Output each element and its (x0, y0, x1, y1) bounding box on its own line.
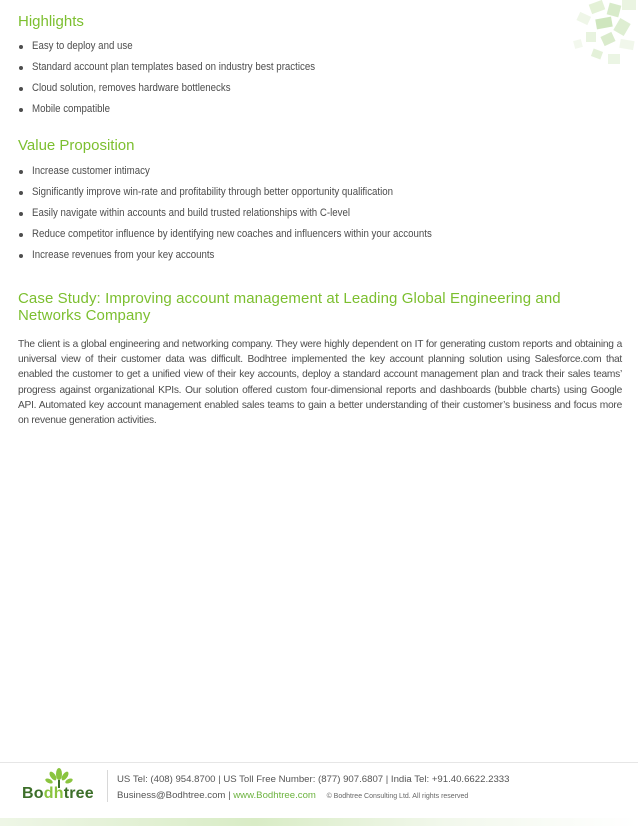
page-content (18, 13, 622, 438)
footer-copyright: © Bodhtree Consulting Ltd. All rights reserved (326, 793, 469, 800)
footer-line-2 (117, 788, 509, 805)
footer-divider (0, 762, 638, 763)
value-proposition-list (18, 161, 622, 266)
list-item: Mobile compatible (18, 99, 622, 120)
list-item: Easy to deploy and use (18, 36, 622, 57)
list-item: Cloud solution, removes hardware bottlenecks (18, 78, 622, 99)
footer-email-link[interactable]: Business@Bodhtree.com (117, 790, 226, 801)
highlights-list (18, 36, 622, 120)
highlights-heading: Highlights (18, 13, 84, 30)
list-item: Significantly improve win-rate and profitability through better opportunity qualification (18, 182, 622, 203)
footer-phones: US Tel: (408) 954.8700 | US Toll Free Number: (877) 907.6807 | India Tel: +91.40.6622.2333 (117, 774, 510, 785)
footer-vertical-divider (107, 770, 108, 802)
footer-separator: | (228, 790, 231, 801)
list-item: Increase revenues from your key accounts (18, 245, 622, 266)
list-item: Easily navigate within accounts and build trusted relationships with C-level (18, 203, 622, 224)
footer-contact (117, 772, 509, 805)
footer-gradient-bar (0, 818, 638, 826)
case-study-body: The client is a global engineering and networking company. They were highly dependent on IT for generating custom reports and obtaining a universal view of their customer data was difficult. Bodhtree implemented the key account planning solution using Salesforce.com that enabled the customer to get a unified view of their key accounts, deploy a standard account management plan and track their sales teams’ progress against organizational KPIs. Our solution offered custom four-dimensional reports and dashboards (bubble charts) using Google API. Automated key account management enabled sales teams to gain a better understanding of their customer’s business and focus more on revenue generation activities. (18, 339, 622, 427)
logo-wordmark: Bodhtree (22, 785, 94, 802)
list-item: Reduce competitor influence by identifying new coaches and influencers within your accounts (18, 224, 622, 245)
case-study-heading: Case Study: Improving account management at Leading Global Engineering and Networks Company (18, 290, 561, 324)
list-item: Increase customer intimacy (18, 161, 622, 182)
bodhtree-logo (22, 768, 96, 804)
value-proposition-heading: Value Proposition (18, 137, 135, 154)
list-item: Standard account plan templates based on industry best practices (18, 57, 622, 78)
footer-website-link[interactable]: www.Bodhtree.com (233, 790, 316, 801)
